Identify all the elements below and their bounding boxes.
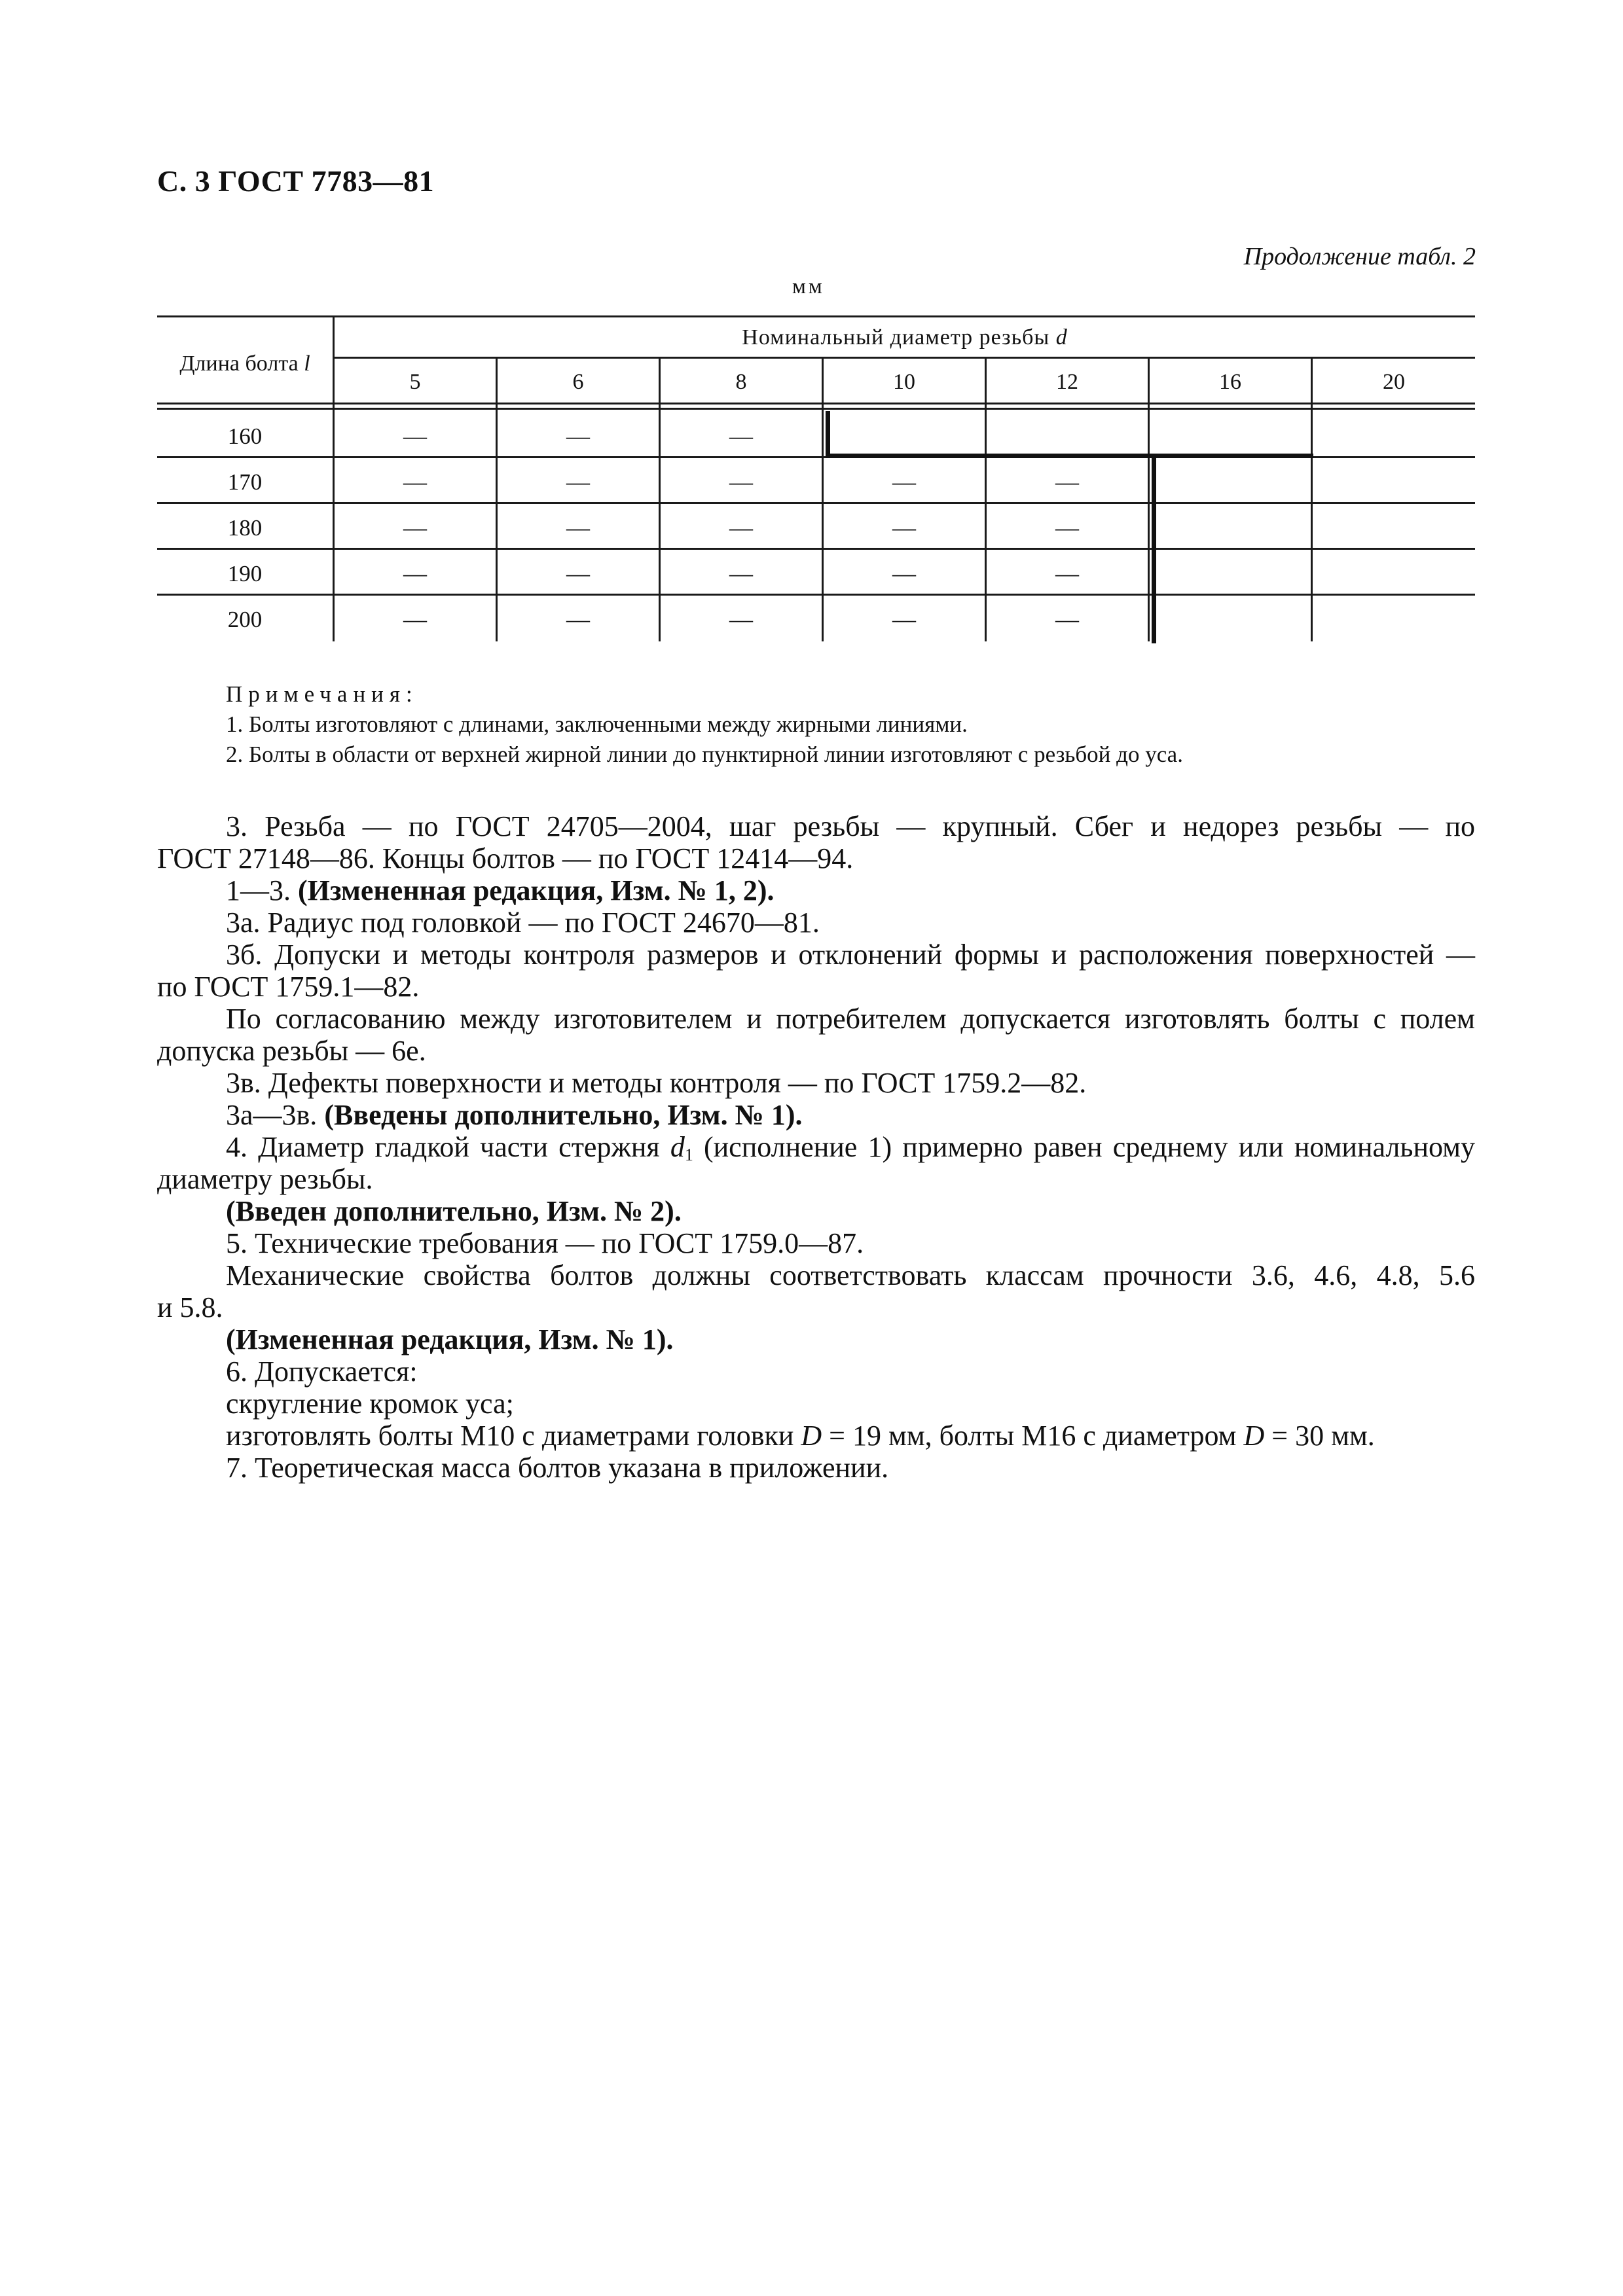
- table-cell: —: [729, 560, 753, 586]
- bold-boundary-line: [826, 454, 1313, 458]
- table-cell: —: [1055, 606, 1079, 632]
- note-item: 2. Болты в области от верхней жирной линии до пунктирной линии изготовляют с резьбой до уса.: [226, 742, 1183, 767]
- table-cell: —: [403, 423, 427, 449]
- bold-boundary-line: [826, 411, 830, 458]
- note-item: 1. Болты изготовляют с длинами, заключенными между жирными линиями.: [226, 711, 968, 737]
- row-length: 160: [227, 423, 263, 449]
- table-header-rule: [157, 403, 1475, 404]
- table-cell: —: [1055, 469, 1079, 495]
- paragraph-6: 6. Допускается:: [226, 1355, 418, 1388]
- table-cell: —: [729, 606, 753, 632]
- table-cell: —: [1055, 514, 1079, 541]
- table-header-double-rule: [157, 408, 1475, 410]
- col-header: 10: [893, 370, 915, 394]
- table-notes: [226, 679, 1183, 770]
- table-units: мм: [792, 275, 825, 298]
- table-cell: —: [729, 469, 753, 495]
- paragraph-5-mechanical: Механические свойства болтов должны соответствовать классам прочности 3.6, 4.6, 4.8, 5.6: [226, 1259, 1475, 1291]
- col-header: 5: [409, 370, 421, 394]
- table-cell: —: [403, 560, 427, 586]
- table-col-rule: [822, 357, 824, 641]
- table-cell: —: [403, 469, 427, 495]
- paragraph-4-amendment: (Введен дополнительно, Изм. № 2).: [226, 1195, 682, 1227]
- table-cell: —: [1055, 560, 1079, 586]
- table-col-rule: [496, 357, 498, 641]
- table-cell: —: [892, 514, 916, 541]
- paragraph-1-3-amendment: 1—3. (Измененная редакция, Изм. № 1, 2).: [226, 874, 775, 906]
- paragraph-3b: 3б. Допуски и методы контроля размеров и отклонений формы и расположения поверхностей —: [226, 939, 1475, 971]
- paragraph-agreement: По согласованию между изготовителем и потребителем допускается изготовлять болты с полем: [226, 1003, 1475, 1035]
- table-cell: —: [566, 423, 590, 449]
- table-cell: —: [566, 606, 590, 632]
- table-row-rule: [157, 502, 1475, 504]
- bold-boundary-line: [1152, 454, 1156, 643]
- table-cell: —: [892, 560, 916, 586]
- row-length: 180: [227, 515, 263, 541]
- table-cell: —: [729, 423, 753, 449]
- paragraph-3b-cont: по ГОСТ 1759.1—82.: [157, 971, 420, 1003]
- paragraph-3a-3v-amendment: 3а—3в. (Введены дополнительно, Изм. № 1).: [226, 1099, 803, 1131]
- table-top-rule: [157, 315, 1475, 317]
- paragraph-5-mechanical-cont: и 5.8.: [157, 1291, 223, 1323]
- table-col-rule: [985, 357, 987, 641]
- table-cell: —: [892, 469, 916, 495]
- paragraph-4: 4. Диаметр гладкой части стержня $d_1$ (исполнение 1) примерно равен среднему или номинальному: [226, 1131, 1475, 1164]
- table-cell: —: [566, 560, 590, 586]
- row-length: 200: [227, 607, 263, 632]
- table-cell: —: [892, 606, 916, 632]
- paragraph-5: 5. Технические требования — по ГОСТ 1759.0—87.: [226, 1227, 864, 1259]
- col-header: 16: [1219, 370, 1241, 394]
- table-col-rule: [1148, 357, 1150, 641]
- table-cell: —: [729, 514, 753, 541]
- page-title: С. 3 ГОСТ 7783—81: [157, 164, 435, 198]
- table-col-rule: [1311, 357, 1313, 641]
- row-length: 190: [227, 561, 263, 586]
- paragraph-3a: 3а. Радиус под головкой — по ГОСТ 24670—81.: [226, 906, 820, 939]
- col-header: 12: [1056, 370, 1078, 394]
- paragraph-4-cont: диаметру резьбы.: [157, 1163, 373, 1195]
- table-cell: —: [566, 469, 590, 495]
- paragraph-3-cont: ГОСТ 27148—86. Концы болтов — по ГОСТ 12414—94.: [157, 842, 854, 874]
- row-header-length: Длина болта l: [179, 351, 310, 376]
- paragraph-5-amendment: (Измененная редакция, Изм. № 1).: [226, 1323, 674, 1355]
- table-col-rule: [659, 357, 661, 641]
- table-cell: —: [403, 514, 427, 541]
- table-row-rule: [157, 548, 1475, 550]
- paragraph-3: 3. Резьба — по ГОСТ 24705—2004, шаг резьбы — крупный. Сбег и недорез резьбы — по: [226, 810, 1475, 842]
- paragraph-7: 7. Теоретическая масса болтов указана в приложении.: [226, 1452, 889, 1484]
- table-subheader-rule: [335, 357, 1475, 359]
- table-cell: —: [403, 606, 427, 632]
- group-header-diameter: Номинальный диаметр резьбы d: [742, 325, 1068, 350]
- row-length: 170: [227, 469, 263, 495]
- table-row-rule: [157, 594, 1475, 596]
- col-header: 20: [1383, 370, 1405, 394]
- col-header: 6: [572, 370, 584, 394]
- paragraph-6-item: изготовлять болты М10 с диаметрами головки D = 19 мм, болты М16 с диаметром D = 30 мм.: [226, 1420, 1375, 1452]
- table-cell: —: [566, 514, 590, 541]
- paragraph-agreement-cont: допуска резьбы — 6е.: [157, 1035, 426, 1067]
- notes-title: Примечания:: [226, 681, 418, 707]
- bolt-length-table: [157, 315, 1475, 643]
- paragraph-6-item: скругление кромок уса;: [226, 1388, 514, 1420]
- table-continuation-label: Продолжение табл. 2: [1243, 243, 1476, 270]
- paragraph-3v: 3в. Дефекты поверхности и методы контроля — по ГОСТ 1759.2—82.: [226, 1067, 1087, 1099]
- col-header: 8: [735, 370, 747, 394]
- document-body: [157, 810, 1475, 1484]
